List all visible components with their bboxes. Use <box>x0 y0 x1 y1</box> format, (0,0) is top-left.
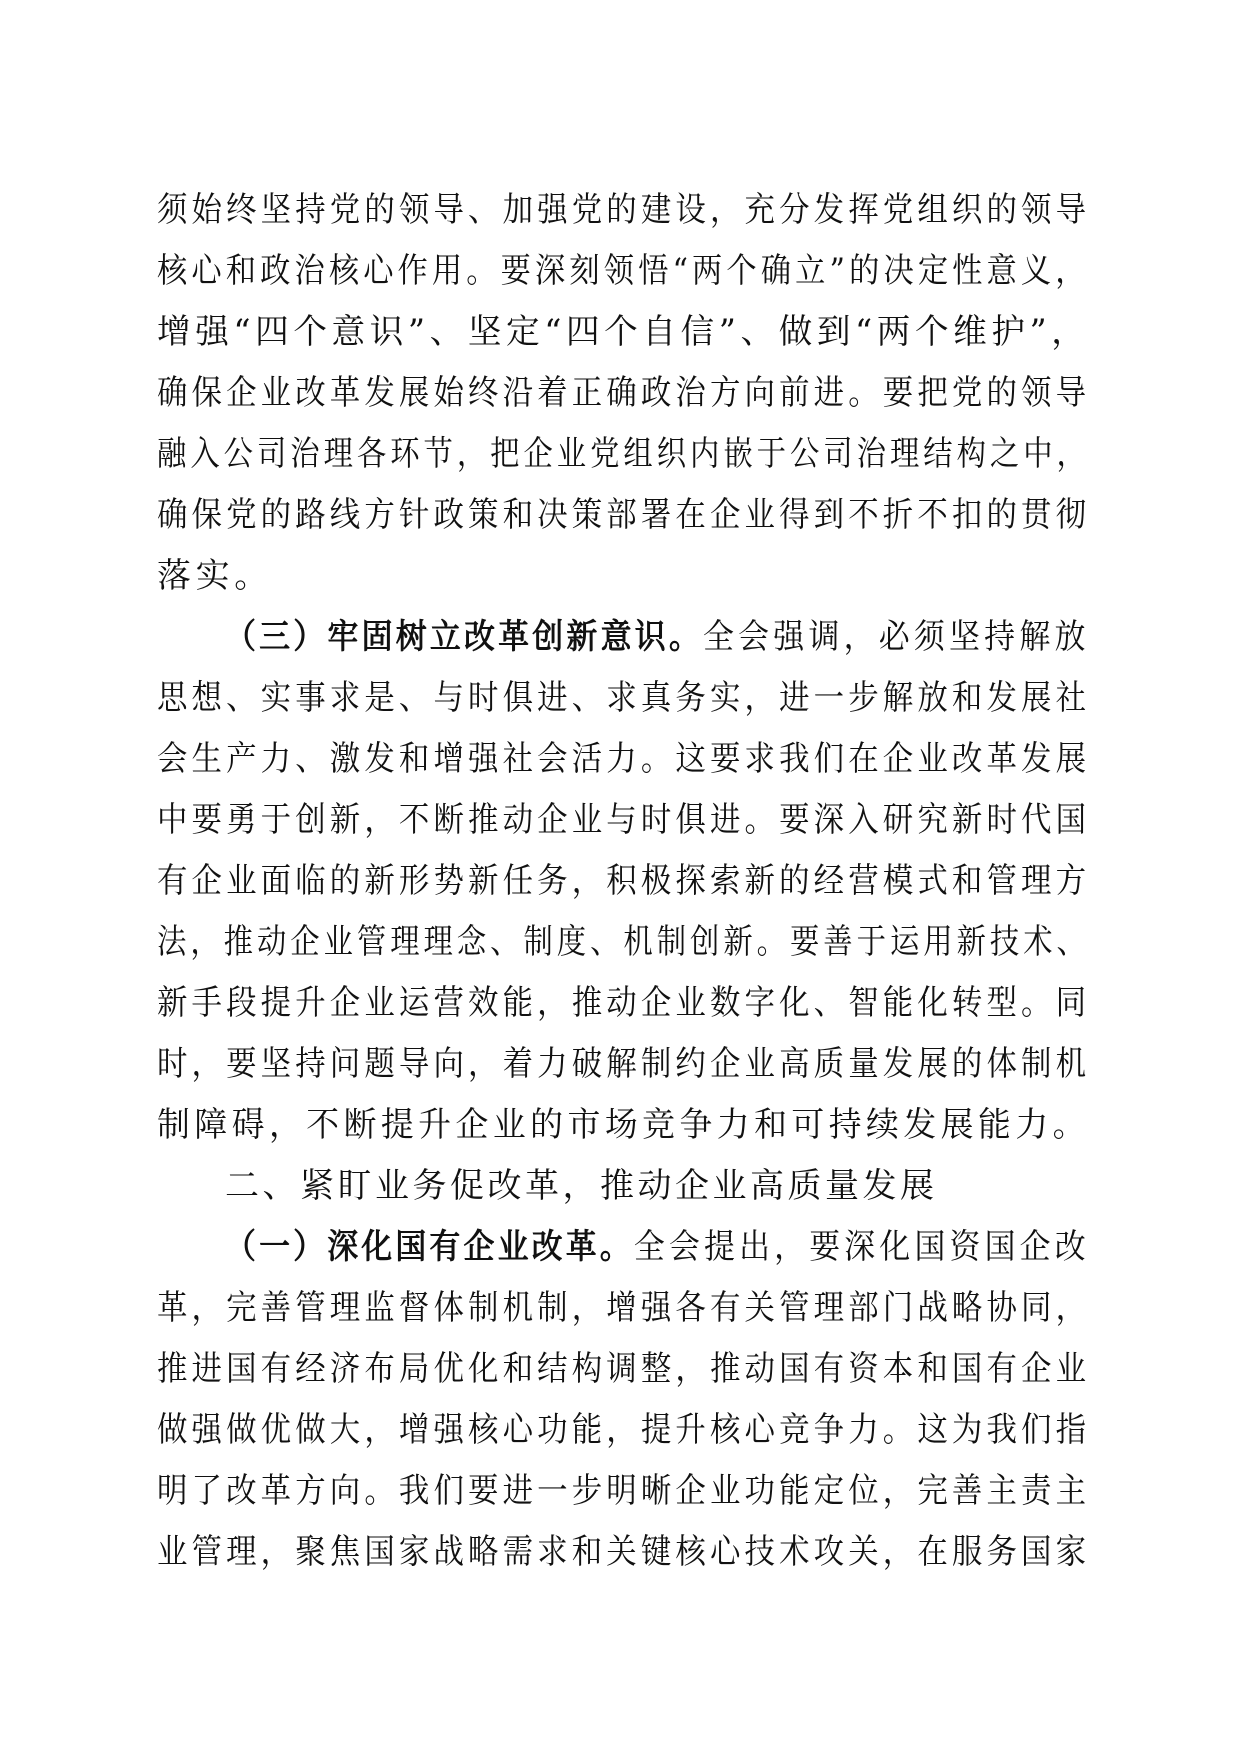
text-line: 革，完善管理监督体制机制，增强各有关管理部门战略协同， <box>157 1288 1091 1328</box>
text-line: 确保党的路线方针政策和决策部署在企业得到不折不扣的贯彻 <box>157 495 1091 535</box>
text-line: 中要勇于创新，不断推动企业与时俱进。要深入研究新时代国 <box>157 800 1091 840</box>
paragraph-first-line <box>225 615 1090 659</box>
text-line: 确保企业改革发展始终沿着正确政治方向前进。要把党的领导 <box>157 373 1091 413</box>
text-line: 制障碍，不断提升企业的市场竞争力和可持续发展能力。 <box>157 1105 1090 1145</box>
text-line: 明了改革方向。我们要进一步明晰企业功能定位，完善主责主 <box>157 1471 1091 1511</box>
text-line: 融入公司治理各环节，把企业党组织内嵌于公司治理结构之中， <box>157 434 1090 474</box>
text-line: 法，推动企业管理理念、制度、机制创新。要善于运用新技术、 <box>157 922 1090 962</box>
text-line: 落实。 <box>157 556 273 596</box>
text-line: 新手段提升企业运营效能，推动企业数字化、智能化转型。同 <box>157 983 1091 1023</box>
text-line: 核心和政治核心作用。要深刻领悟“两个确立”的决定性意义， <box>157 251 1090 291</box>
text-line: 思想、实事求是、与时俱进、求真务实，进一步解放和发展社 <box>157 678 1091 718</box>
text-line: 推进国有经济布局优化和结构调整，推动国有资本和国有企业 <box>157 1349 1091 1389</box>
text-line: 会生产力、激发和增强社会活力。这要求我们在企业改革发展 <box>157 739 1091 779</box>
text-line: 时，要坚持问题导向，着力破解制约企业高质量发展的体制机 <box>157 1044 1091 1084</box>
section-heading: 二、紧盯业务促改革，推动企业高质量发展 <box>225 1166 938 1206</box>
subsection-title: （三）牢固树立改革创新意识。 <box>225 617 704 657</box>
text-line: 须始终坚持党的领导、加强党的建设，充分发挥党组织的领导 <box>157 190 1091 230</box>
text-run: 全会提出，要深化国资国企改 <box>633 1227 1090 1267</box>
text-line: 增强“四个意识”、坚定“四个自信”、做到“两个维护”， <box>157 312 1090 352</box>
subsection-title: （一）深化国有企业改革。 <box>225 1227 634 1267</box>
text-line: 做强做优做大，增强核心功能，提升核心竞争力。这为我们指 <box>157 1410 1091 1450</box>
paragraph-first-line <box>225 1225 1090 1269</box>
text-line: 业管理，聚焦国家战略需求和关键核心技术攻关，在服务国家 <box>157 1532 1091 1572</box>
text-line: 有企业面临的新形势新任务，积极探索新的经营模式和管理方 <box>157 861 1091 901</box>
text-run: 全会强调，必须坚持解放 <box>703 617 1090 657</box>
